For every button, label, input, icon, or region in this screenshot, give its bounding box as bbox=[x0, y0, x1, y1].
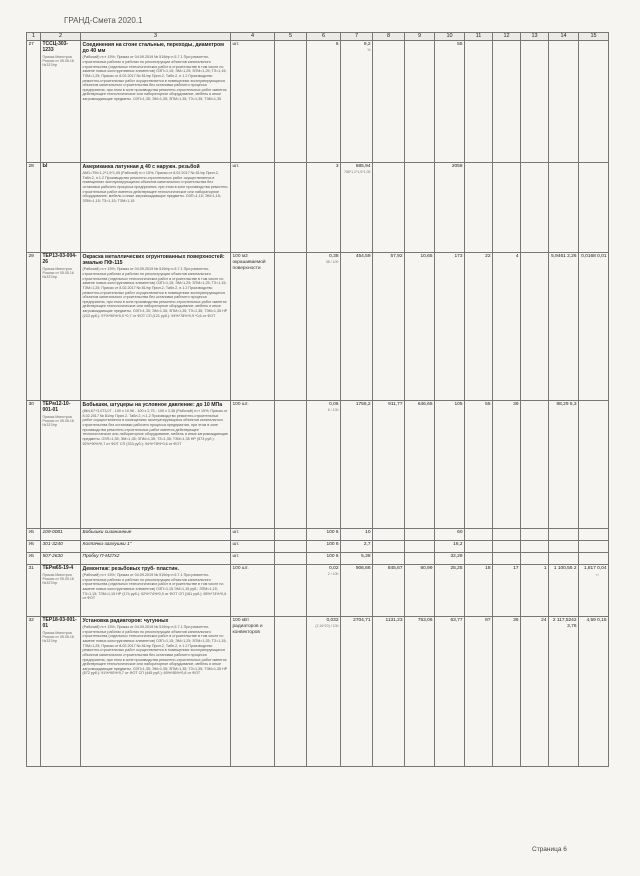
rate-code: ТЕРм65-19-4 bbox=[42, 565, 74, 571]
unit-price: 2,7 bbox=[363, 542, 371, 547]
rate-code: ТССЦ-303-1233 bbox=[42, 41, 69, 53]
coefficient-notes: (Рабочий) н=т 15%; Приказ от 04.09.2019 № 519/пр п.5.7.1 При ремонтно-строительных работах и работах по реконструкции объектов капитального строительства (отдельных технологических работ в строительстве в том числе по замене новых конструктивных элементов) ОЗП=1,15; ЭМ=1,25; ЗПМ=1,25; ТЗ=1,15; ТЗМ=1,25; Приказ от 8.02.2017 № 81/пр Прил.2, Табл.2, п.1.2 Производство ремонтно-строительных работ осуществляется в помещениях эксплуатирующихся объектов капитального строительства без остановки рабочего процесса предприятия, при этом в зоне производства ремонтно-строительных работ имеется действующее технологическое или лабораторное оборудование, мебель и иные загромождающие предметы. ОЗП=1,35; ЭМ=1,35; ЗПМ=1,35; ТЗ=1,35; ТЗМ=1,35 НР (233 руб.): 97%*90%*0,9 *0,7 от ФОТ СП (121 руб.): 94%*78%*0,9 *0,6 от ФОТ bbox=[82, 267, 228, 318]
quantity-formula: (2,16*20) / 100 bbox=[315, 623, 339, 628]
cell-value: 25,25 bbox=[450, 566, 463, 571]
cell-value: 0,0168 0,01 bbox=[581, 254, 607, 259]
rate-source: Приказ Минстроя России от 05.05.16 №337/пр bbox=[42, 630, 74, 644]
unit-price: 685,94 bbox=[355, 164, 371, 169]
cell-value: 2 117,5242 3,76 bbox=[552, 618, 577, 629]
unit-price: 906,66 bbox=[355, 566, 371, 571]
quantity: 100 6 bbox=[326, 554, 339, 559]
column-number: 2 bbox=[41, 33, 81, 41]
estimate-row bbox=[27, 553, 609, 565]
unit-price: 5,38 bbox=[361, 554, 371, 559]
row-number: Ув bbox=[28, 554, 34, 559]
estimate-row bbox=[27, 163, 609, 253]
unit: шт. bbox=[232, 530, 240, 535]
quantity: 0,06 bbox=[329, 402, 339, 407]
row-number: 31 bbox=[28, 566, 34, 571]
work-title: Бобышки, штуцеры на условное давление: до 10 МПа bbox=[82, 402, 223, 408]
estimate-row bbox=[27, 253, 609, 401]
column-number: 1 bbox=[27, 33, 41, 41]
cell-value: 60 bbox=[457, 530, 463, 535]
cell-value: 5,9461 2,26 bbox=[551, 254, 577, 259]
cell-value: 87 bbox=[485, 618, 491, 623]
cell-value: 18 bbox=[485, 566, 491, 571]
cell-value: 1 bbox=[543, 566, 547, 571]
estimate-row bbox=[27, 565, 609, 617]
column-number: 13 bbox=[521, 33, 549, 41]
cell-value: 17 bbox=[513, 566, 519, 571]
column-number: 6 bbox=[307, 33, 341, 41]
coefficient-notes: (Рабочий) н=т 15%; Приказ от 04.09.2019 № 519/пр п.5.7.1 При ремонтно-строительных работах и работах по реконструкции объектов капитального строительства (отдельных технологических работ в строительстве в том числе по замене новых конструктивных элементов) ОЗП=1,15 ЭМ=1,15 руб.; ЗПМ=1,15; ТЗ=1,15; ТЗМ=1,15 НР (174 руб.): 92%*74%*0,9 от ФОТ СП (161 руб.): 65%*74%*0,6 от ФОТ bbox=[82, 573, 227, 601]
quantity-formula: 6 / 100 bbox=[327, 407, 339, 412]
quantity: 0,032 bbox=[326, 618, 339, 623]
column-number: 9 bbox=[405, 33, 435, 41]
cell-value: 1 100,55 2 bbox=[553, 566, 577, 571]
rate-code: Ы bbox=[42, 163, 48, 169]
coefficient-notes: АМ1=ТМ=1,2*1,5*1,05 (Рабочий) н=т 15%; Приказ от 8.02.2017 № 81/пр Прил.2, Табл.2, п.1.2 Производство ремонтно-строительных работ осуществляется в помещениях эксплуатирующихся объектов капитального строительства без остановки рабочего процесса предприятия, при этом в зоне производства ремонтно-строительных работ имеется действующее технологическое или лабораторное оборудование, мебель и иные загромождающие предметы. ОЗП=1,15; ЭМ=1,15; ЗПМ=1,15; ТЗ=1,15; ТЗМ=1,15 bbox=[82, 171, 229, 203]
coefficient-notes: (Рабочий) н=т 15%; Приказ от 04.09.2019 № 519/пр п.5.7.1 При ремонтно-строительных работах и работах по реконструкции объектов капитального строительства (отдельных технологических работ в строительстве в том числе по замене новых конструктивных элементов) ОЗП=1,15; ЭМ=1,25; ЗПМ=1,25; ТЗ=1,15; ТЗМ=1,25; Приказ от 8.02.2017 № 81/пр Прил.2, Табл.2, п.1.2 Производство ремонтно-строительных работ осуществляется в помещениях эксплуатирующихся объектов капитального строительства без остановки рабочего процесса предприятия, при этом в зоне производства ремонтно-строительных работ имеется действующее технологическое или лабораторное оборудование, мебель и иные загромождающие предметы. ОЗП=1,35; ЭМ=1,35; ЗПМ=1,35; ТЗ=1,35; ТЗМ=1,35 НР (572 руб.): 91%*90%*0,7 от ФОТ СП (445 руб.): 60%*85%*0,6 от ФОТ bbox=[82, 625, 228, 676]
quantity: 6 bbox=[335, 42, 339, 47]
column-number: 12 bbox=[493, 33, 521, 41]
row-number: 29 bbox=[28, 254, 34, 259]
cell-value: 173 bbox=[454, 254, 463, 259]
unit-price: 454,59 bbox=[355, 254, 371, 259]
rate-source: Приказ Минстроя России от 05.05.16 №337/пр bbox=[42, 414, 74, 428]
unit: 100 шт. bbox=[232, 566, 249, 571]
row-number: 28 bbox=[28, 164, 34, 169]
column-number: 4 bbox=[231, 33, 275, 41]
quantity: 0,38 bbox=[329, 254, 339, 259]
work-title: Установка радиаторов: чугунных bbox=[82, 618, 169, 624]
work-title: Окраска металлических огрунтованных поверхностей: эмалью ПФ-115 bbox=[82, 254, 225, 267]
cell-value: 2058 bbox=[451, 164, 463, 169]
cell-value: 646,65 bbox=[417, 402, 433, 407]
cell-value: 16,2 bbox=[453, 542, 463, 547]
row-number: Ув bbox=[28, 542, 34, 547]
rate-source: Приказ Минстроя России от 05.05.16 №337/пр bbox=[42, 266, 74, 280]
quantity-formula: 2 / 100 bbox=[327, 571, 339, 576]
quantity: 100 6 bbox=[326, 542, 339, 547]
unit-price: 10 bbox=[365, 530, 371, 535]
rate-code: ТЕР18-03-001-01 bbox=[42, 617, 77, 629]
column-number: 10 bbox=[435, 33, 465, 41]
unit: 100 кВт радиаторов и конвекторов bbox=[232, 618, 263, 635]
cell-value: 36 bbox=[513, 618, 519, 623]
price-formula: % bbox=[367, 47, 371, 52]
estimate-table bbox=[26, 32, 609, 767]
column-number: 15 bbox=[579, 33, 609, 41]
quantity: 100 6 bbox=[326, 530, 339, 535]
cell-value: 55 bbox=[485, 402, 491, 407]
cell-value: 911,77 bbox=[388, 402, 403, 407]
estimate-row bbox=[27, 529, 609, 541]
quantity-formula: 38 / 100 bbox=[325, 259, 339, 264]
coefficient-notes: (864,67+3,073,07 - 100 х 10,96 - 100 х 2,75 - 100 х 3,38 (Рабочий) н=т 15%; Приказ от 8.02.2017 № 81/пр Прил.2, Табл.2, п.1.2 Производство ремонтно-строительных работ осуществляется в помещениях эксплуатирующихся объектов капитального строительства без остановки рабочего процесса предприятия, при этом в зоне производства ремонтно-строительных работ имеется действующее технологическое или лабораторное оборудование, мебель и иные загромождающие предметы. ОЗП=1,35; ЭМ=1,35; ЗПМ=1,35; ТЗ=1,35; ТЗМ=1,35 НР (573 руб.): 92%*90%*0,7 от ФОТ СП (333 руб.): 94%*78%*0,6 от ФОТ bbox=[82, 409, 228, 446]
unit-price: 2704,71 bbox=[353, 618, 371, 623]
row-number: 30 bbox=[28, 402, 34, 407]
cell-value: 753,06 bbox=[417, 618, 433, 623]
column-number: 7 bbox=[341, 33, 373, 41]
work-title: Демонтаж: резьбовых труб- пластин. bbox=[82, 566, 179, 572]
document-header: ГРАНД-Смета 2020.1 bbox=[64, 16, 143, 25]
quantity: 0,02 bbox=[329, 566, 339, 571]
work-title: Бобышки сизанинные bbox=[82, 530, 132, 535]
cell-value: 32,28 bbox=[450, 554, 463, 559]
resource-code: 507-2630 bbox=[42, 554, 63, 559]
column-number: 14 bbox=[549, 33, 579, 41]
estimate-row bbox=[27, 41, 609, 163]
cell-value: 60,99 bbox=[420, 566, 433, 571]
column-number: 5 bbox=[275, 33, 307, 41]
work-title: Колпачки-заглушки 1" bbox=[82, 542, 132, 547]
cell-value: 4 bbox=[515, 254, 519, 259]
unit-price: 9,2 bbox=[363, 42, 371, 47]
work-title: Соединения на сгоне стальные, переходы, диаметром до 40 мм bbox=[82, 42, 224, 55]
work-title: Американка латунная д 40 с наружн. резьбой bbox=[82, 164, 200, 170]
cell-value: 57,92 bbox=[390, 254, 403, 259]
column-number: 11 bbox=[465, 33, 493, 41]
column-number: 8 bbox=[373, 33, 405, 41]
cell-value: 1,817 0,04 bbox=[583, 566, 607, 571]
estimate-row bbox=[27, 541, 609, 553]
page-number: Страница 6 bbox=[532, 846, 567, 853]
cell-value: 24 bbox=[541, 618, 547, 623]
unit: 100 м2 окрашиваемой поверхности bbox=[232, 254, 266, 271]
unit: шт. bbox=[232, 554, 240, 559]
resource-code: 109-0081 bbox=[42, 530, 63, 535]
cell-value: 105 bbox=[454, 402, 463, 407]
unit-price: 1756,2 bbox=[355, 402, 371, 407]
column-number: 3 bbox=[81, 33, 231, 41]
quantity: 3 bbox=[335, 164, 339, 169]
cell-value: 1131,23 bbox=[385, 618, 403, 623]
unit: шт. bbox=[232, 42, 240, 47]
work-title: Пробку П-М27х2 bbox=[82, 554, 120, 559]
row-number: 27 bbox=[28, 42, 34, 47]
rate-code: ТЕР13-03-004-26 bbox=[42, 253, 77, 265]
estimate-row bbox=[27, 617, 609, 767]
cell-value: 39 bbox=[513, 402, 519, 407]
cell-value: 88,29 5,3 bbox=[556, 402, 577, 407]
cell-value: 4,59 0,15 bbox=[586, 618, 607, 623]
unit: 100 шт. bbox=[232, 402, 249, 407]
unit: шт. bbox=[232, 164, 240, 169]
coefficient-notes: (Рабочий) н=т 15%; Приказ от 04.09.2019 № 519/пр п.5.7.1 При ремонтно-строительных работах и работах по реконструкции объектов капитального строительства (отдельных технологических работ в строительстве в том числе по замене новых конструктивных элементов) ОЗП=1,15; ЭМ=1,25; ЗПМ=1,25; ТЗ=1,15; ТЗМ=1,25; Приказ от 8.02.2017 № 81/пр Прил.2, Табл.2, п.1.2 Производство ремонтно-строительных работ осуществляется в помещениях эксплуатирующихся объектов капитального строительства без остановки рабочего процесса предприятия, при этом в зоне производства ремонтно-строительных работ имеется действующее технологическое или лабораторное оборудование, мебель и иные загромождающие предметы. ОЗП=1,35; ЭМ=1,35; ЗПМ=1,35; ТЗ=1,35; ТЗМ=1,35 bbox=[82, 55, 227, 102]
cell-value: 55 bbox=[457, 42, 463, 47]
rate-code: ТЕРм12-10-001-01 bbox=[42, 401, 71, 413]
margin-mark: '' bbox=[596, 574, 599, 581]
estimate-row bbox=[27, 401, 609, 529]
row-number: 32 bbox=[28, 618, 34, 623]
resource-code: 301-3240 bbox=[42, 542, 63, 547]
price-formula: 788*1,2*1,5*1,05 bbox=[344, 169, 371, 174]
unit: шт. bbox=[232, 542, 240, 547]
row-number: Ув bbox=[28, 530, 34, 535]
rate-source: Приказ Минстроя России от 05.05.16 №337/пр bbox=[42, 54, 74, 68]
rate-source: Приказ Минстроя России от 05.05.16 №337/пр bbox=[42, 572, 74, 586]
column-number-row bbox=[27, 33, 609, 41]
cell-value: 845,67 bbox=[387, 566, 403, 571]
cell-value: 10,65 bbox=[420, 254, 433, 259]
cell-value: 63,77 bbox=[450, 618, 463, 623]
cell-value: 22 bbox=[485, 254, 491, 259]
